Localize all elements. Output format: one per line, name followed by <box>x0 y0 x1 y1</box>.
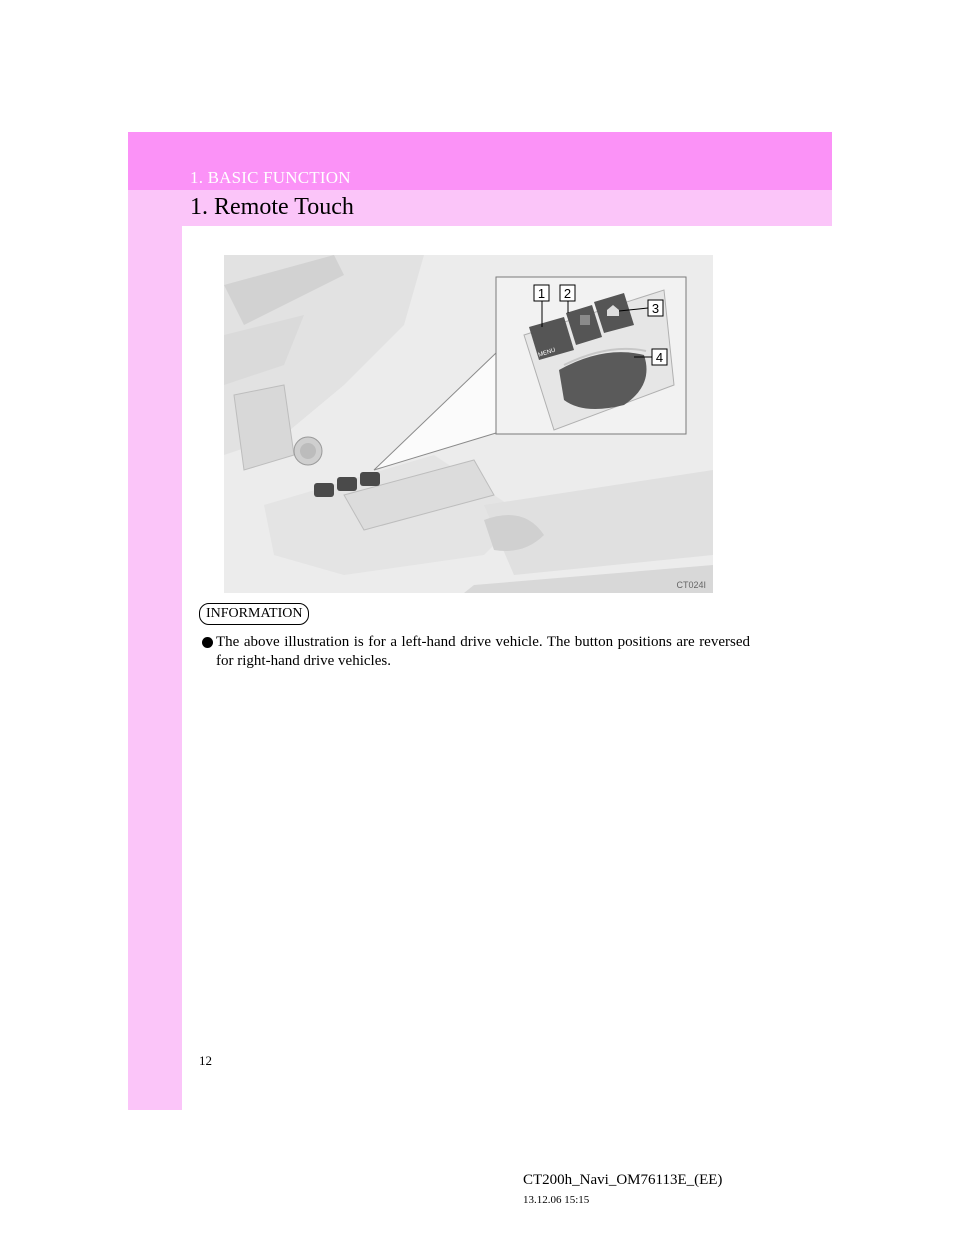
svg-text:3: 3 <box>651 301 660 316</box>
information-text: The above illustration is for a left-hand drive vehicle. The button positions are reversed for right-hand drive vehicles. <box>216 634 750 669</box>
svg-text:4: 4 <box>655 350 664 365</box>
callout-2 <box>560 285 575 301</box>
page-number: 12 <box>199 1053 212 1068</box>
bullet-icon <box>202 637 213 648</box>
information-label: INFORMATION <box>199 603 309 625</box>
figure-code: CT024I <box>676 580 706 590</box>
callout-1 <box>534 285 549 301</box>
callout-4 <box>652 349 667 365</box>
page-title: 1. Remote Touch <box>190 194 354 220</box>
remote-touch-illustration <box>224 255 713 593</box>
svg-text:1: 1 <box>537 286 546 301</box>
side-band <box>128 132 182 1110</box>
section-label: 1. BASIC FUNCTION <box>190 168 351 187</box>
document-code: CT200h_Navi_OM76113E_(EE) <box>523 1172 723 1188</box>
callout-3 <box>648 300 663 316</box>
document-timestamp: 13.12.06 15:15 <box>523 1194 590 1206</box>
svg-text:2: 2 <box>563 286 572 301</box>
menu-button-text: MENU <box>537 347 557 359</box>
information-item <box>202 633 750 671</box>
